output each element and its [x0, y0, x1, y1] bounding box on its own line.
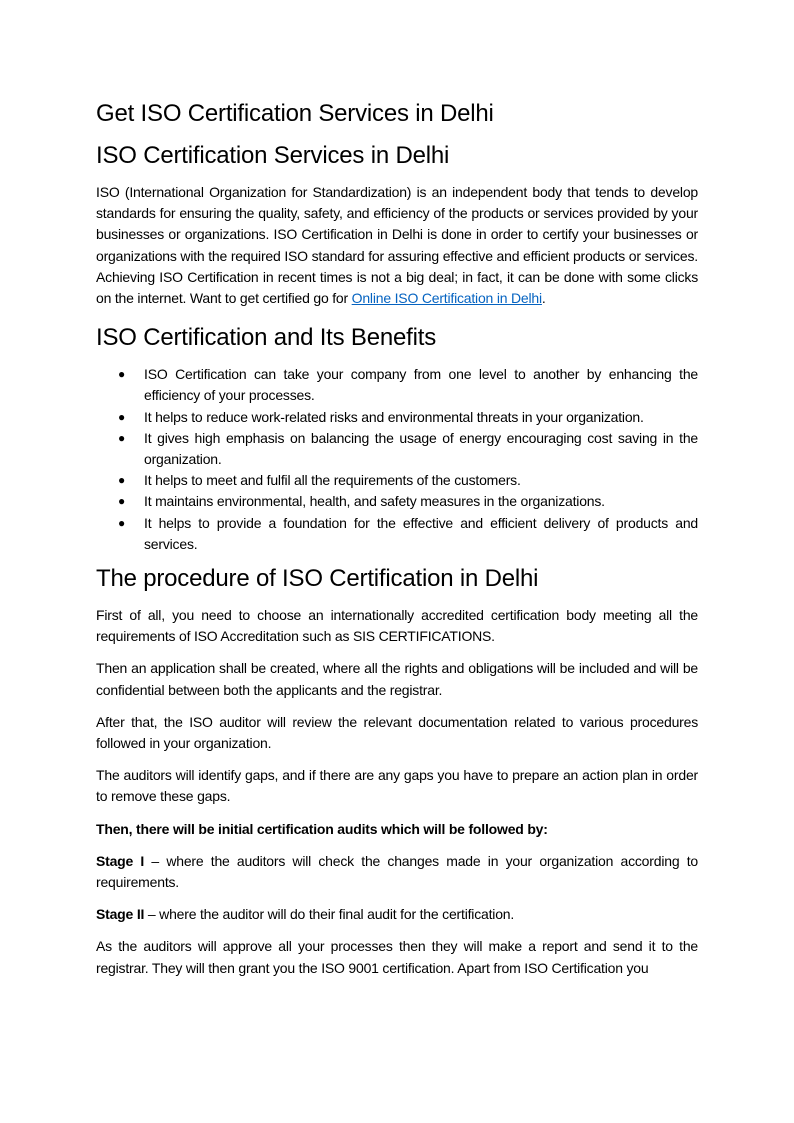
list-item-text: It maintains environmental, health, and safety measures in the organizations.: [144, 493, 605, 510]
stage-2-label: Stage II: [96, 906, 145, 923]
stage-2-paragraph: [96, 904, 698, 925]
intro-text: ISO (International Organization for Standardization) is an independent body that tends to develop standards for ensuring the quality, safety, and efficiency of the products or services provided by your businesses or organizations. ISO Certification in Delhi is done in order to certify your businesses or organizations with the required ISO standard for assuring effective and efficient products or services. Achieving ISO Certification in recent times is not a big deal; in fact, it can be done with some clicks on the internet. Want to get certified go for: [96, 184, 698, 307]
audits-intro: [96, 819, 698, 840]
section-heading-services: ISO Certification Services in Delhi: [96, 142, 450, 169]
list-item: [118, 491, 698, 512]
intro-end: .: [541, 290, 546, 307]
stage-1-paragraph: [96, 851, 698, 893]
bullet-icon: ●: [118, 473, 126, 488]
intro-paragraph: [96, 182, 698, 309]
document-content: [96, 96, 698, 990]
audits-intro-text: Then, there will be initial certification audits which will be followed by:: [96, 820, 548, 837]
benefits-list: [96, 364, 698, 555]
list-item: [118, 513, 698, 555]
list-item-text: It helps to provide a foundation for the effective and efficient delivery of products and services.: [144, 514, 698, 552]
list-item-text: It helps to meet and fulfil all the requirements of the customers.: [144, 472, 521, 489]
section-heading-benefits: ISO Certification and Its Benefits: [96, 324, 437, 352]
list-item-text: It helps to reduce work-related risks and environmental threats in your organization.: [144, 408, 644, 425]
list-item: [118, 470, 698, 491]
list-item-text: ISO Certification can take your company from one level to another by enhancing the efficiency of your processes.: [144, 366, 698, 404]
bullet-icon: ●: [118, 430, 126, 445]
procedure-paragraph-5: As the auditors will approve all your processes then they will make a report and send it to the registrar. They will then grant you the ISO 9001 certification. Apart from ISO Certification you: [96, 938, 698, 976]
stage-1-label: Stage I: [96, 852, 145, 869]
list-item: [118, 407, 698, 428]
procedure-paragraph-1: First of all, you need to choose an internationally accredited certification body meeting all the requirements of ISO Accreditation such as SIS CERTIFICATIONS.: [96, 607, 698, 645]
list-item: [118, 428, 698, 470]
procedure-paragraph-4: The auditors will identify gaps, and if there are any gaps you have to prepare an action plan in order to remove these gaps.: [96, 767, 698, 805]
section-heading-procedure: The procedure of ISO Certification in Delhi: [96, 565, 539, 593]
bullet-icon: ●: [118, 494, 126, 509]
stage-2-text: – where the auditor will do their final audit for the certification.: [144, 906, 515, 923]
bullet-icon: ●: [118, 409, 126, 424]
list-item-text: It gives high emphasis on balancing the usage of energy encouraging cost saving in the organization.: [144, 429, 698, 468]
page-title: Get ISO Certification Services in Delhi: [96, 100, 494, 127]
bullet-icon: ●: [118, 367, 126, 382]
list-item: [118, 364, 698, 406]
procedure-paragraph-3: After that, the ISO auditor will review the relevant documentation related to various procedures followed in your organization.: [96, 713, 698, 752]
online-iso-certification-link[interactable]: Online ISO Certification in Delhi: [351, 290, 542, 307]
stage-1-text: – where the auditors will check the changes made in your organization according to requirements.: [96, 852, 698, 891]
procedure-paragraph-2: Then an application shall be created, where all the rights and obligations will be included and will be confidential between both the applicants and the registrar.: [96, 660, 698, 698]
bullet-icon: ●: [118, 515, 126, 530]
